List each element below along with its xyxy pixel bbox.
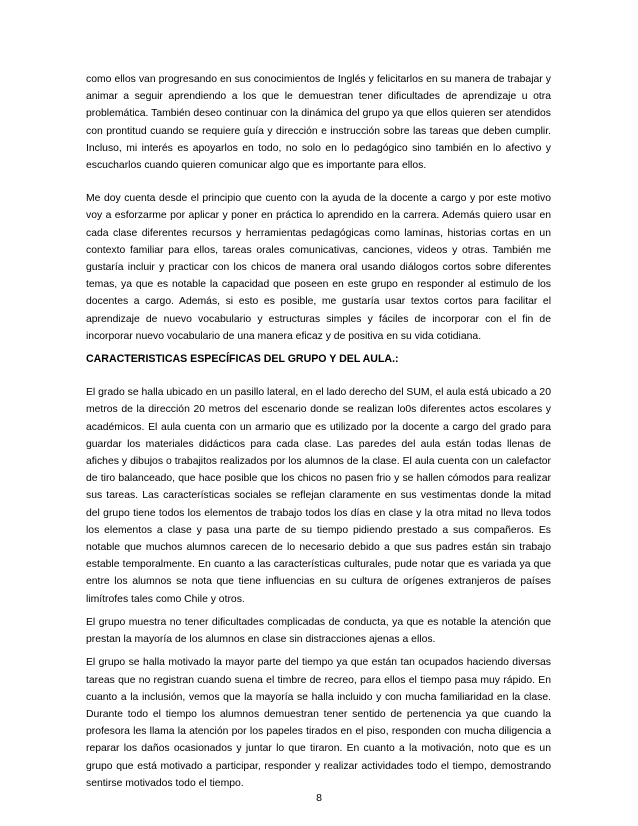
paragraph-behavior: El grupo muestra no tener dificultades complicadas de conducta, ya que es notable la atención que prestan la mayoría de los alumnos en clase sin distracciones ajenas a ellos.: [86, 616, 551, 646]
section-heading: CARACTERISTICAS ESPECÍFICAS DEL GRUPO Y DEL AULA.:: [86, 353, 399, 366]
spacer: [86, 174, 551, 190]
paragraph-motivation: El grupo se halla motivado la mayor parte del tiempo ya que están tan ocupados haciendo diversas tareas que no registran cuando suena el timbre de recreo, para ellos el tiempo pasa muy rápido. En cuanto a la inclusión, vemos que la mayoría se halla incluido y con mucha familiaridad en la clase. Durante todo el tiempo los alumnos demuestran tener sentido de pertenencia ya que cuando la profesora les llama la atención por los papeles tirados en el piso, responden con mucha diligencia a reparar los daños ocasionados y juntar lo que tiraron. En cuanto a la motivación, noto que es un grupo que está motivado a participar, responder y realizar actividades todo el tiempo, demostrando sentirse motivados todo el tiempo.: [86, 657, 551, 789]
paragraph-intro-continuation: como ellos van progresando en sus conocimientos de Inglés y felicitarlos en su manera de trabajar y animar a seguir aprendiendo a los que le demuestran tener dificultades de aprendizaje u otra problemática. También deseo continuar con la dinámica del grupo ya que ellos quieren ser atendidos con prontitud cuando se requiere guía y dirección e instrucción sobre las tareas que deben cumplir. Incluso, mi interés es apoyarlos en todo, no solo en lo pedagógico sino también en lo afectivo y escucharlos cuando quieren comunicar algo que es importante para ellos.: [86, 74, 551, 172]
document-page: [86, 71, 551, 792]
paragraph-resources: Me doy cuenta desde el principio que cuento con la ayuda de la docente a cargo y por este motivo voy a esforzarme por aplicar y poner en práctica lo aprendido en la carrera. Además quiero usar en cada clase diferentes recursos y herramientas pedagógicas como laminas, historias cortas en un contexto familiar para ellos, tareas orales comunicativas, canciones, videos y otras. También me gustaría incluir y practicar con los chicos de manera oral usando diálogos cortos sobre diferentes temas, ya que es notable la capacidad que poseen en este grupo en responder al estimulo de los docentes a cargo. Además, si esto es posible, me gustaría usar textos cortos para facilitar el aprendizaje de nuevo vocabulario y estructuras simples y fáciles de incorporar con el fin de incorporar nuevo vocabulario de una manera eficaz y de positiva en su vida cotidiana.: [86, 193, 551, 342]
spacer: [86, 368, 551, 384]
paragraph-classroom-description: El grado se halla ubicado en un pasillo lateral, en el lado derecho del SUM, el aula está ubicado a 20 metros de la dirección 20 metros del escenario donde se realizan lo0s diferentes actos escolares y académicos. El aula cuenta con un armario que es utilizado por la docente a cargo del grado para guardar los materiales didácticos para cada clase. Las paredes del aula están todas llenas de afiches y dibujos o trabajitos realizados por los alumnos de la clase. El aula cuenta con un calefactor de tiro balanceado, que hace posible que los chicos no pasen frio y se hallen cómodos para realizar sus tareas. Las características sociales se reflejan claramente en sus vestimentas donde la mitad del grupo tiene todos los elementos de trabajo todos los días en clase y la otra mitad no lleva todos los elementos a clase y pasa una parte de su tiempo pidiendo prestado a sus compañeros. Es notable que muchos alumnos carecen de lo necesario debido a que sus padres están sin trabajo estable temporalmente. En cuanto a las características culturales, pude notar que es variada ya que entre los alumnos se nota que tiene influencias en su cultura de orígenes extranjeros de países limítrofes tales como Chile y otros.: [86, 387, 551, 605]
page-number: 8: [316, 792, 322, 804]
